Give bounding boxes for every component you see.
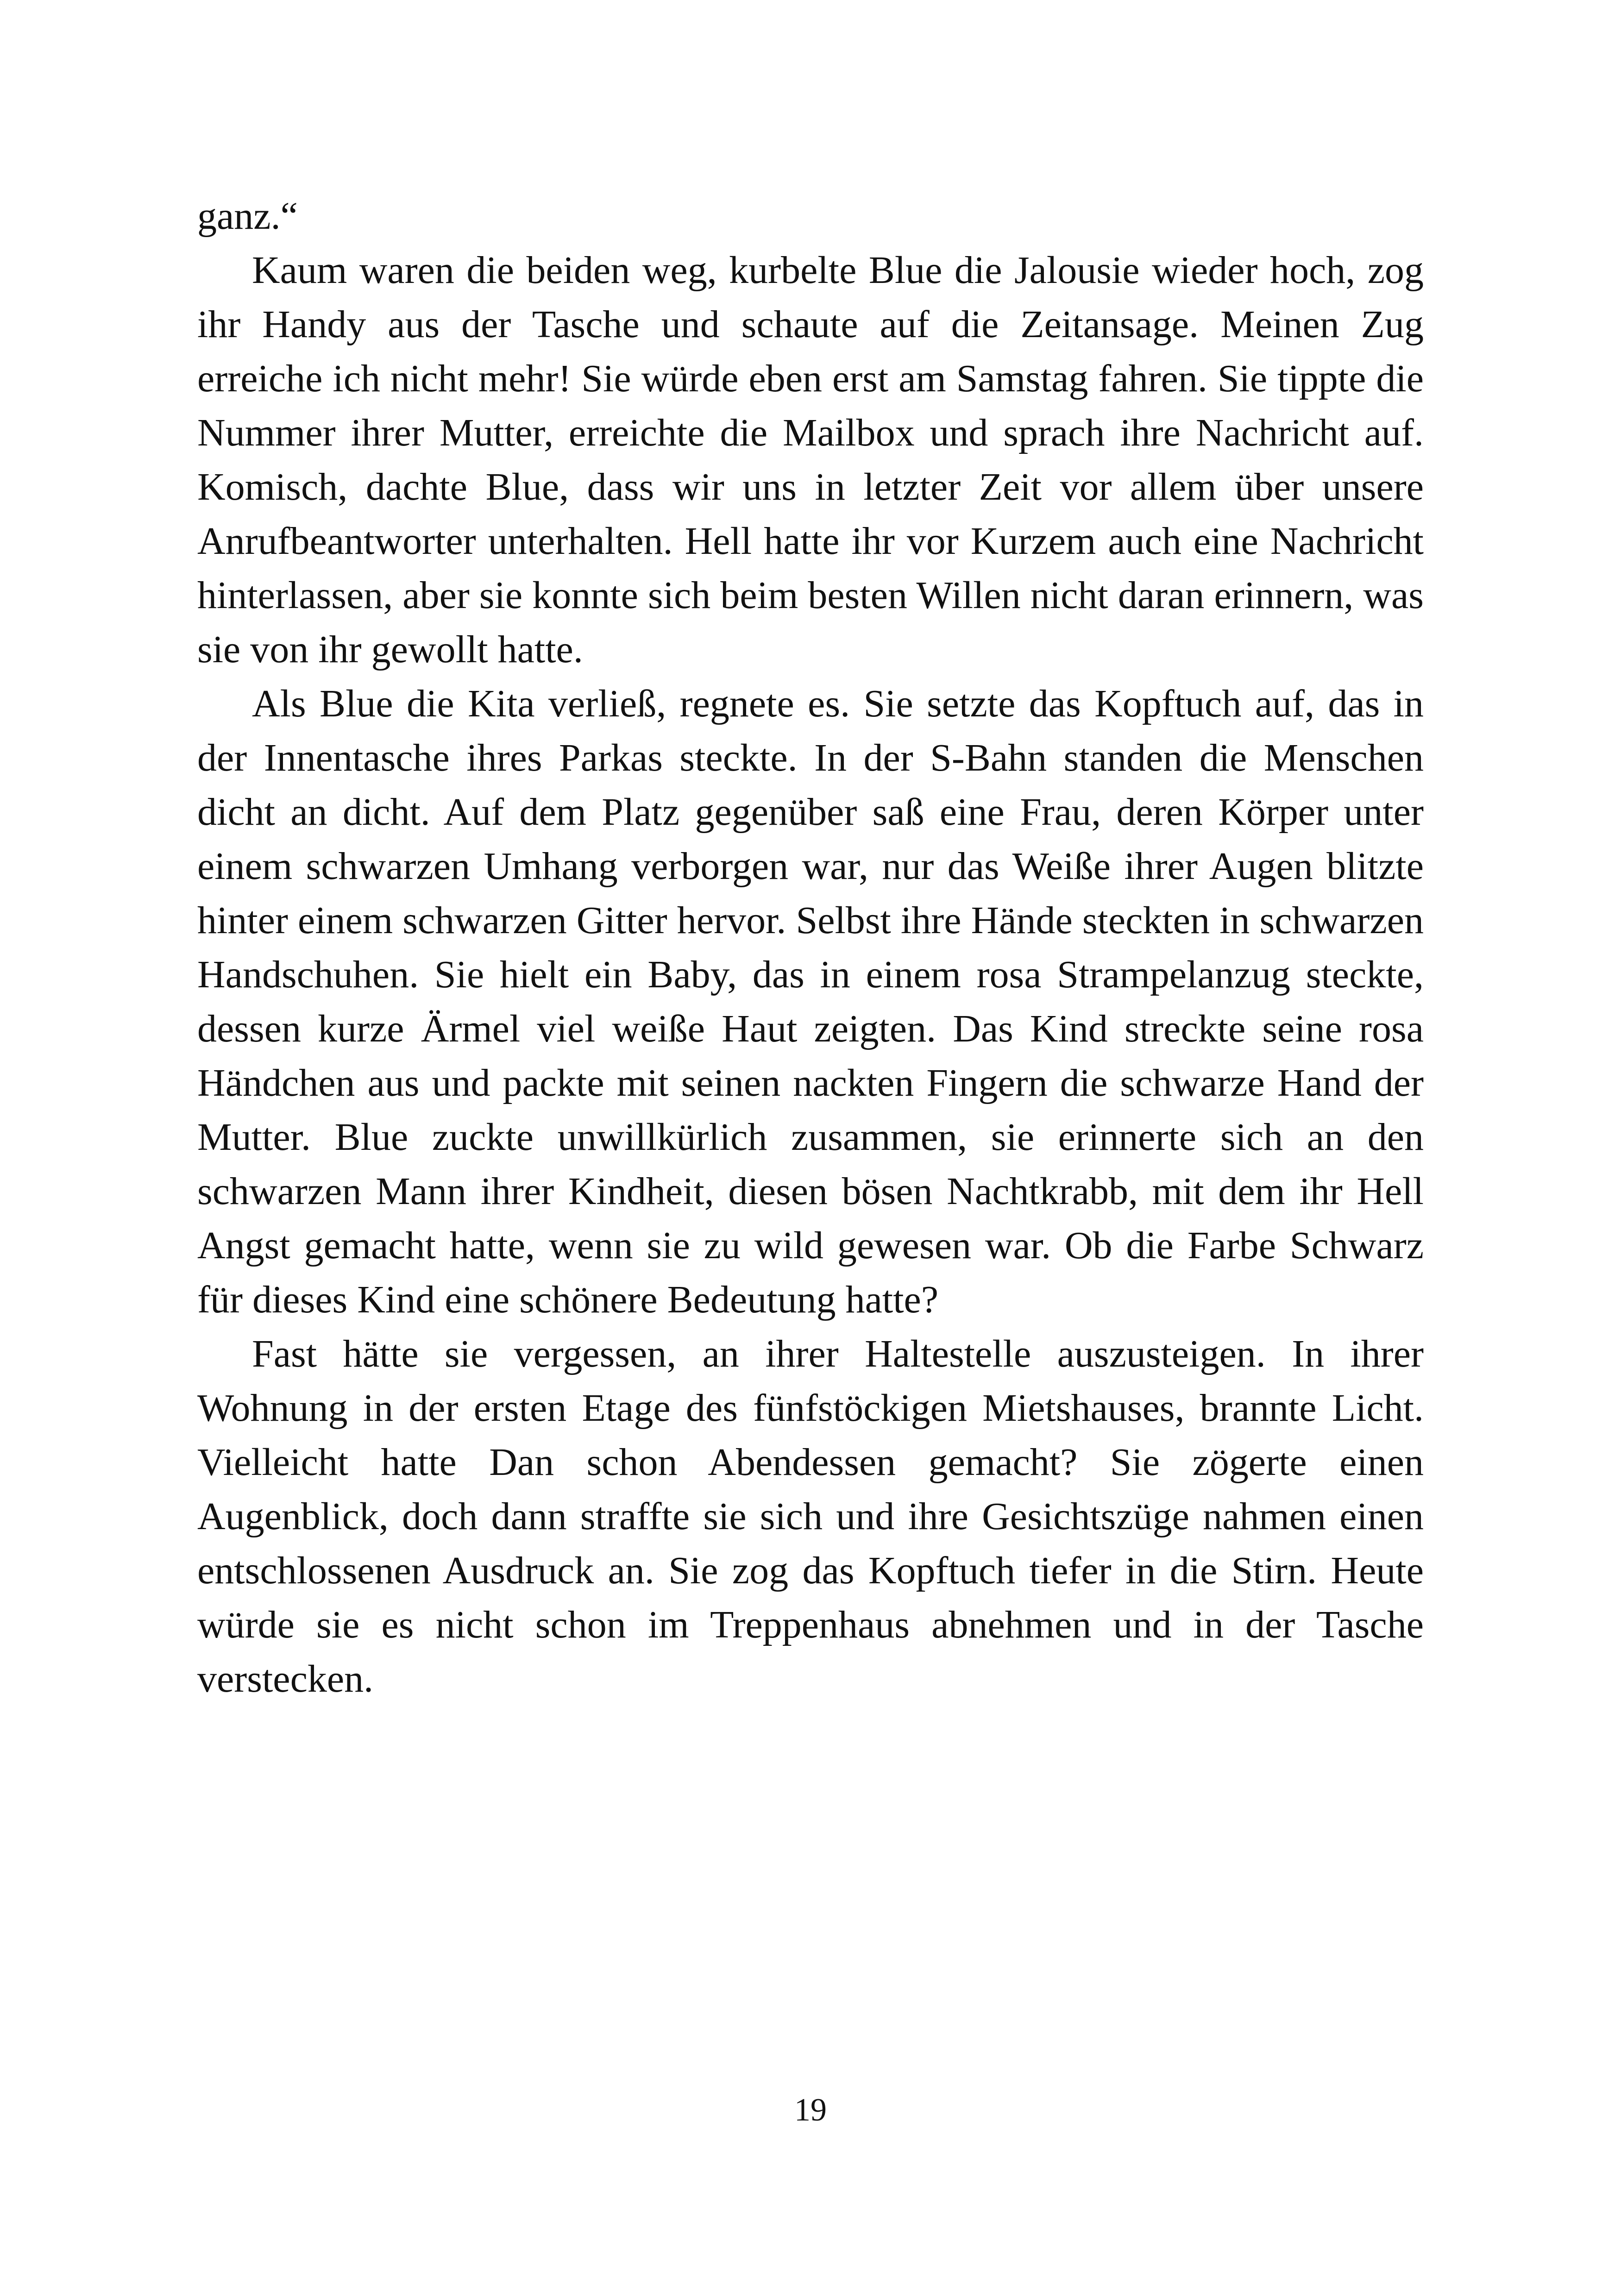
paragraph: Als Blue die Kita verließ, regnete es. Sie setzte das Kopftuch auf, das in der Innentasche ihres Parkas steckte. In der S-Bahn standen die Menschen dicht an dicht. Auf dem Platz gegenüber saß eine Frau, deren Körper unter einem schwarzen Umhang verborgen war, nur das Weiße ihrer Augen blitzte hinter einem schwarzen Gitter hervor. Selbst ihre Hände steckten in schwarzen Handschuhen. Sie hielt ein Baby, das in einem rosa Strampelanzug steckte, dessen kurze Ärmel viel weiße Haut zeigten. Das Kind streckte seine rosa Händchen aus und packte mit seinen nackten Fingern die schwarze Hand der Mutter. Blue zuckte unwillkürlich zusammen, sie erinnerte sich an den schwarzen Mann ihrer Kindheit, diesen bösen Nachtkrabb, mit dem ihr Hell Angst gemacht hatte, wenn sie zu wild gewesen war. Ob die Farbe Schwarz für dieses Kind eine schönere Bedeutung hatte?	[197, 682, 1424, 1321]
page-number: 19	[794, 2092, 827, 2128]
paragraph: Fast hätte sie vergessen, an ihrer Haltestelle auszusteigen. In ihrer Wohnung in der ersten Etage des fünfstöckigen Mietshauses, brannte Licht. Vielleicht hatte Dan schon Abendessen gemacht? Sie zögerte einen Augenblick, doch dann straffte sie sich und ihre Gesichtszüge nahmen einen entschlossenen Ausdruck an. Sie zog das Kopftuch tiefer in die Stirn. Heute würde sie es nicht schon im Treppenhaus abnehmen und in der Tasche verstecken.	[197, 1332, 1424, 1700]
body-text	[197, 189, 1424, 1706]
paragraph-continuation: ganz.“	[197, 194, 298, 238]
paragraph: Kaum waren die beiden weg, kurbelte Blue die Jalousie wieder hoch, zog ihr Handy aus der Tasche und schaute auf die Zeitansage. Meinen Zug erreiche ich nicht mehr! Sie würde eben erst am Samstag fahren. Sie tippte die Nummer ihrer Mutter, erreichte die Mailbox und sprach ihre Nachricht auf. Komisch, dachte Blue, dass wir uns in letzter Zeit vor allem über unsere Anrufbeantworter unterhalten. Hell hatte ihr vor Kurzem auch eine Nachricht hinterlassen, aber sie konnte sich beim besten Willen nicht daran erinnern, was sie von ihr gewollt hatte.	[197, 249, 1424, 671]
